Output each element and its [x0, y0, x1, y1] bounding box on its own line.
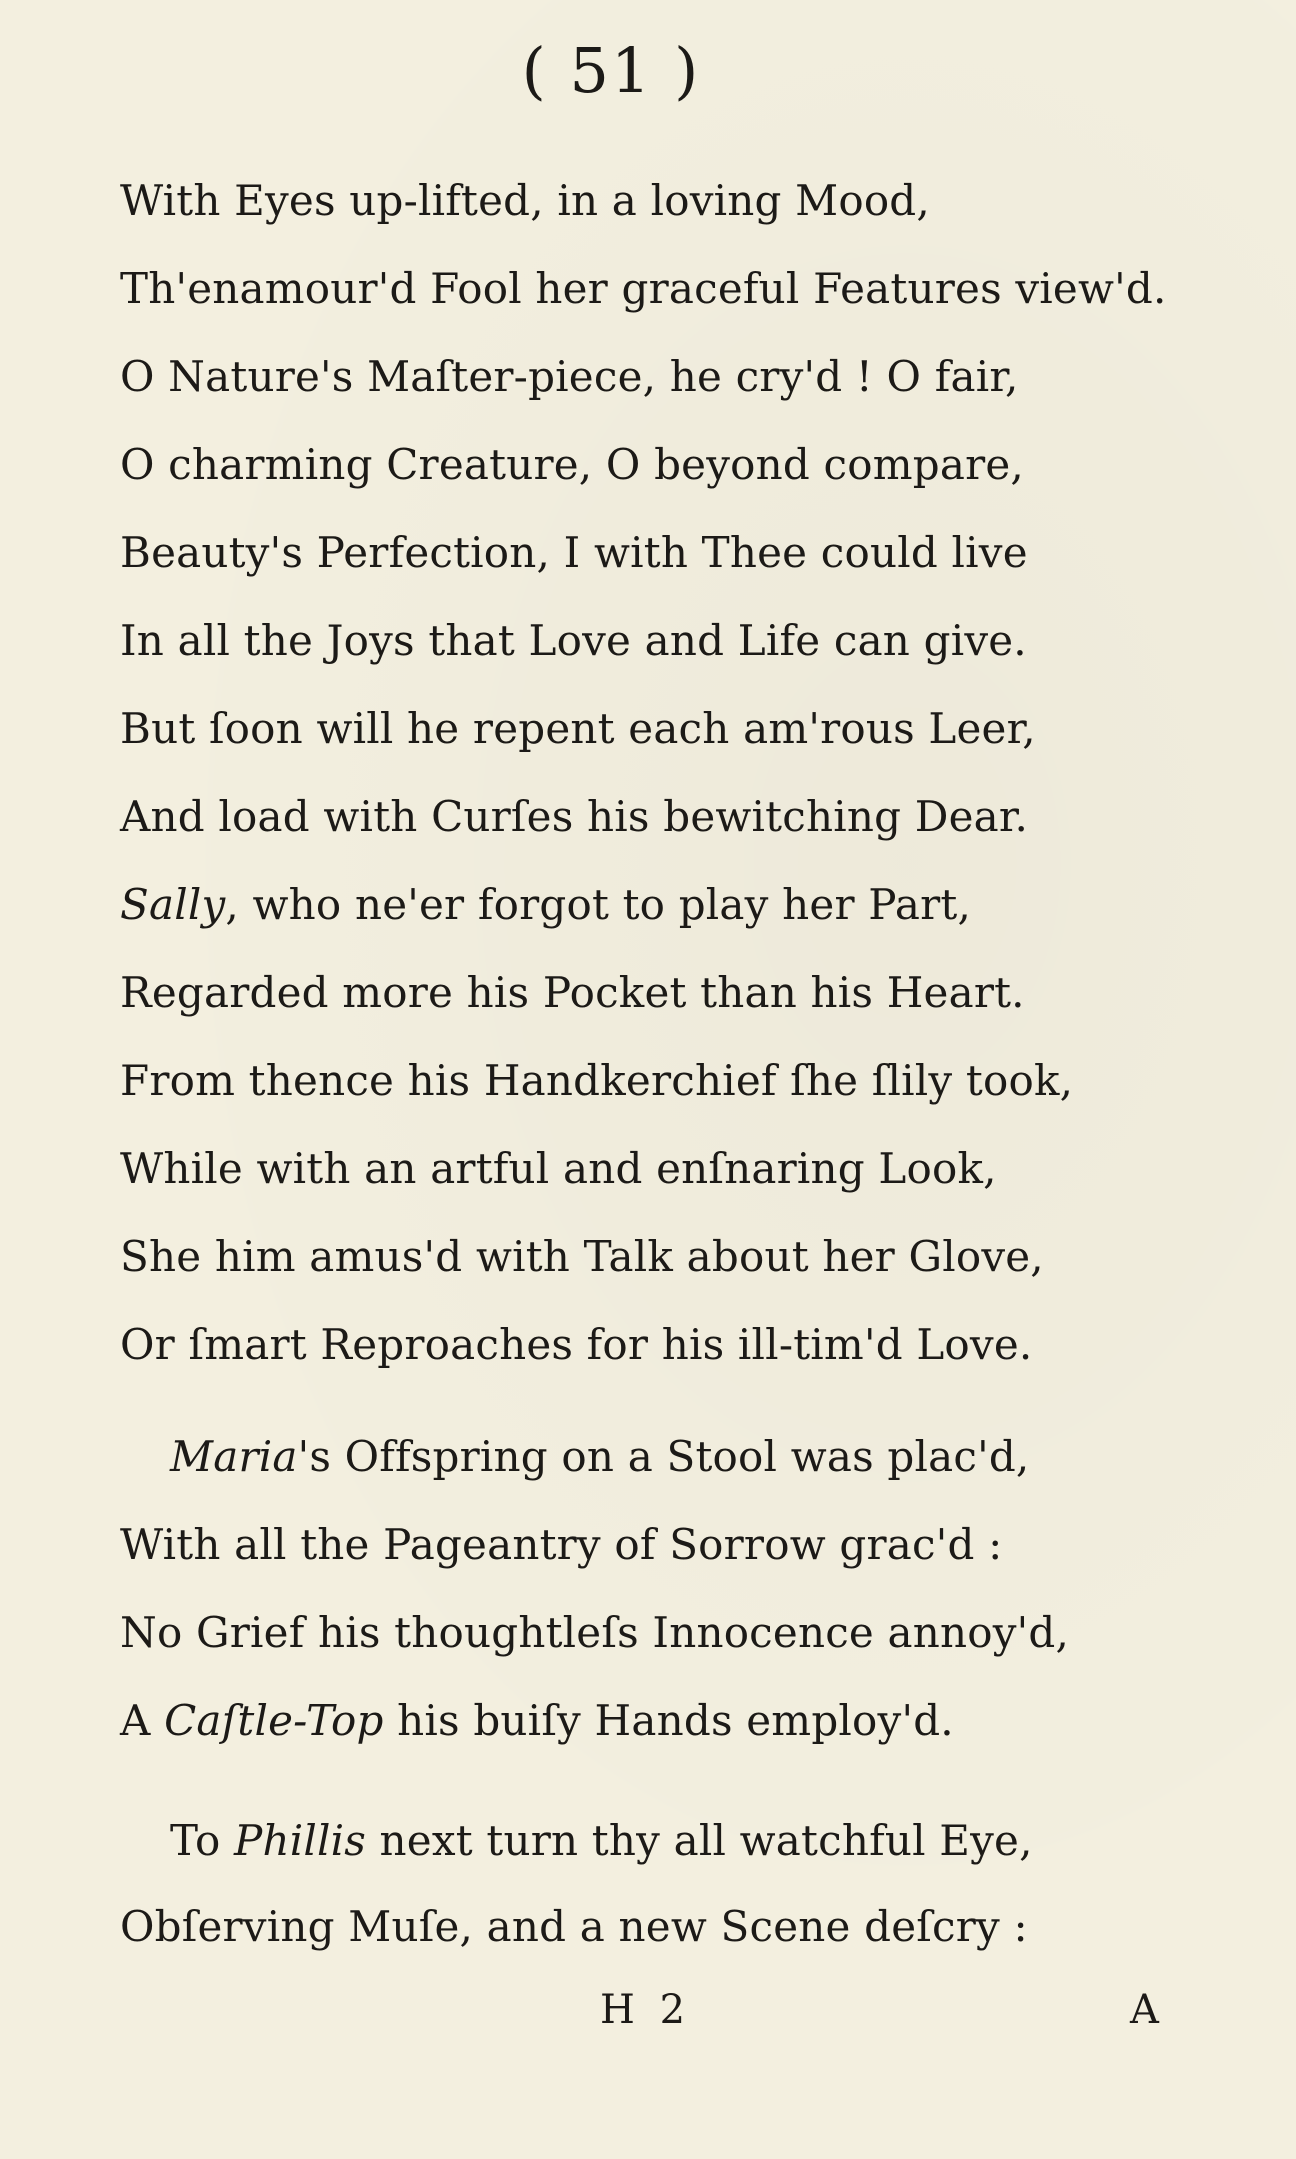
verse-line: With Eyes up-lifted, in a loving Mood, [120, 176, 930, 225]
verse-line: To Phillis next turn thy all watchful Eye, [170, 1816, 1033, 1865]
verse-line: A Caſtle-Top his buiſy Hands employ'd. [120, 1696, 954, 1745]
italic-name: Sally [120, 880, 226, 929]
verse-line: Regarded more his Pocket than his Heart. [120, 968, 1025, 1017]
italic-name: Phillis [234, 1816, 366, 1865]
verse-line: Beauty's Perfection, I with Thee could live [120, 528, 1028, 577]
verse-line: From thence his Handkerchief ſhe ſlily took, [120, 1056, 1074, 1105]
catchword: A [1130, 1987, 1159, 2033]
verse-line: O charming Creature, O beyond compare, [120, 440, 1024, 489]
verse-line: Obſerving Muſe, and a new Scene deſcry : [120, 1902, 1028, 1951]
page-number: ( 51 ) [521, 34, 701, 107]
verse-line: She him amus'd with Talk about her Glove, [120, 1232, 1044, 1281]
verse-line: Or ſmart Reproaches for his ill-tim'd Love. [120, 1320, 1033, 1369]
italic-name: Maria [170, 1432, 298, 1481]
verse-line: Th'enamour'd Fool her graceful Features view'd. [120, 264, 1167, 313]
verse-line: While with an artful and enſnaring Look, [120, 1144, 997, 1193]
verse-line: In all the Joys that Love and Life can give. [120, 616, 1027, 665]
verse-line: O Nature's Maſter-piece, he cry'd ! O fair, [120, 352, 1019, 401]
signature-mark: H 2 [600, 1987, 692, 2033]
verse-line: With all the Pageantry of Sorrow grac'd : [120, 1520, 1003, 1569]
verse-line: Maria's Offspring on a Stool was plac'd, [170, 1432, 1030, 1481]
verse-line: But ſoon will he repent each am'rous Leer, [120, 704, 1036, 753]
verse-line: Sally, who ne'er forgot to play her Part, [120, 880, 971, 929]
verse-line: And load with Curſes his bewitching Dear. [120, 792, 1029, 841]
italic-name: Caſtle-Top [164, 1696, 384, 1745]
verse-line: No Grief his thoughtleſs Innocence annoy'd, [120, 1608, 1070, 1657]
